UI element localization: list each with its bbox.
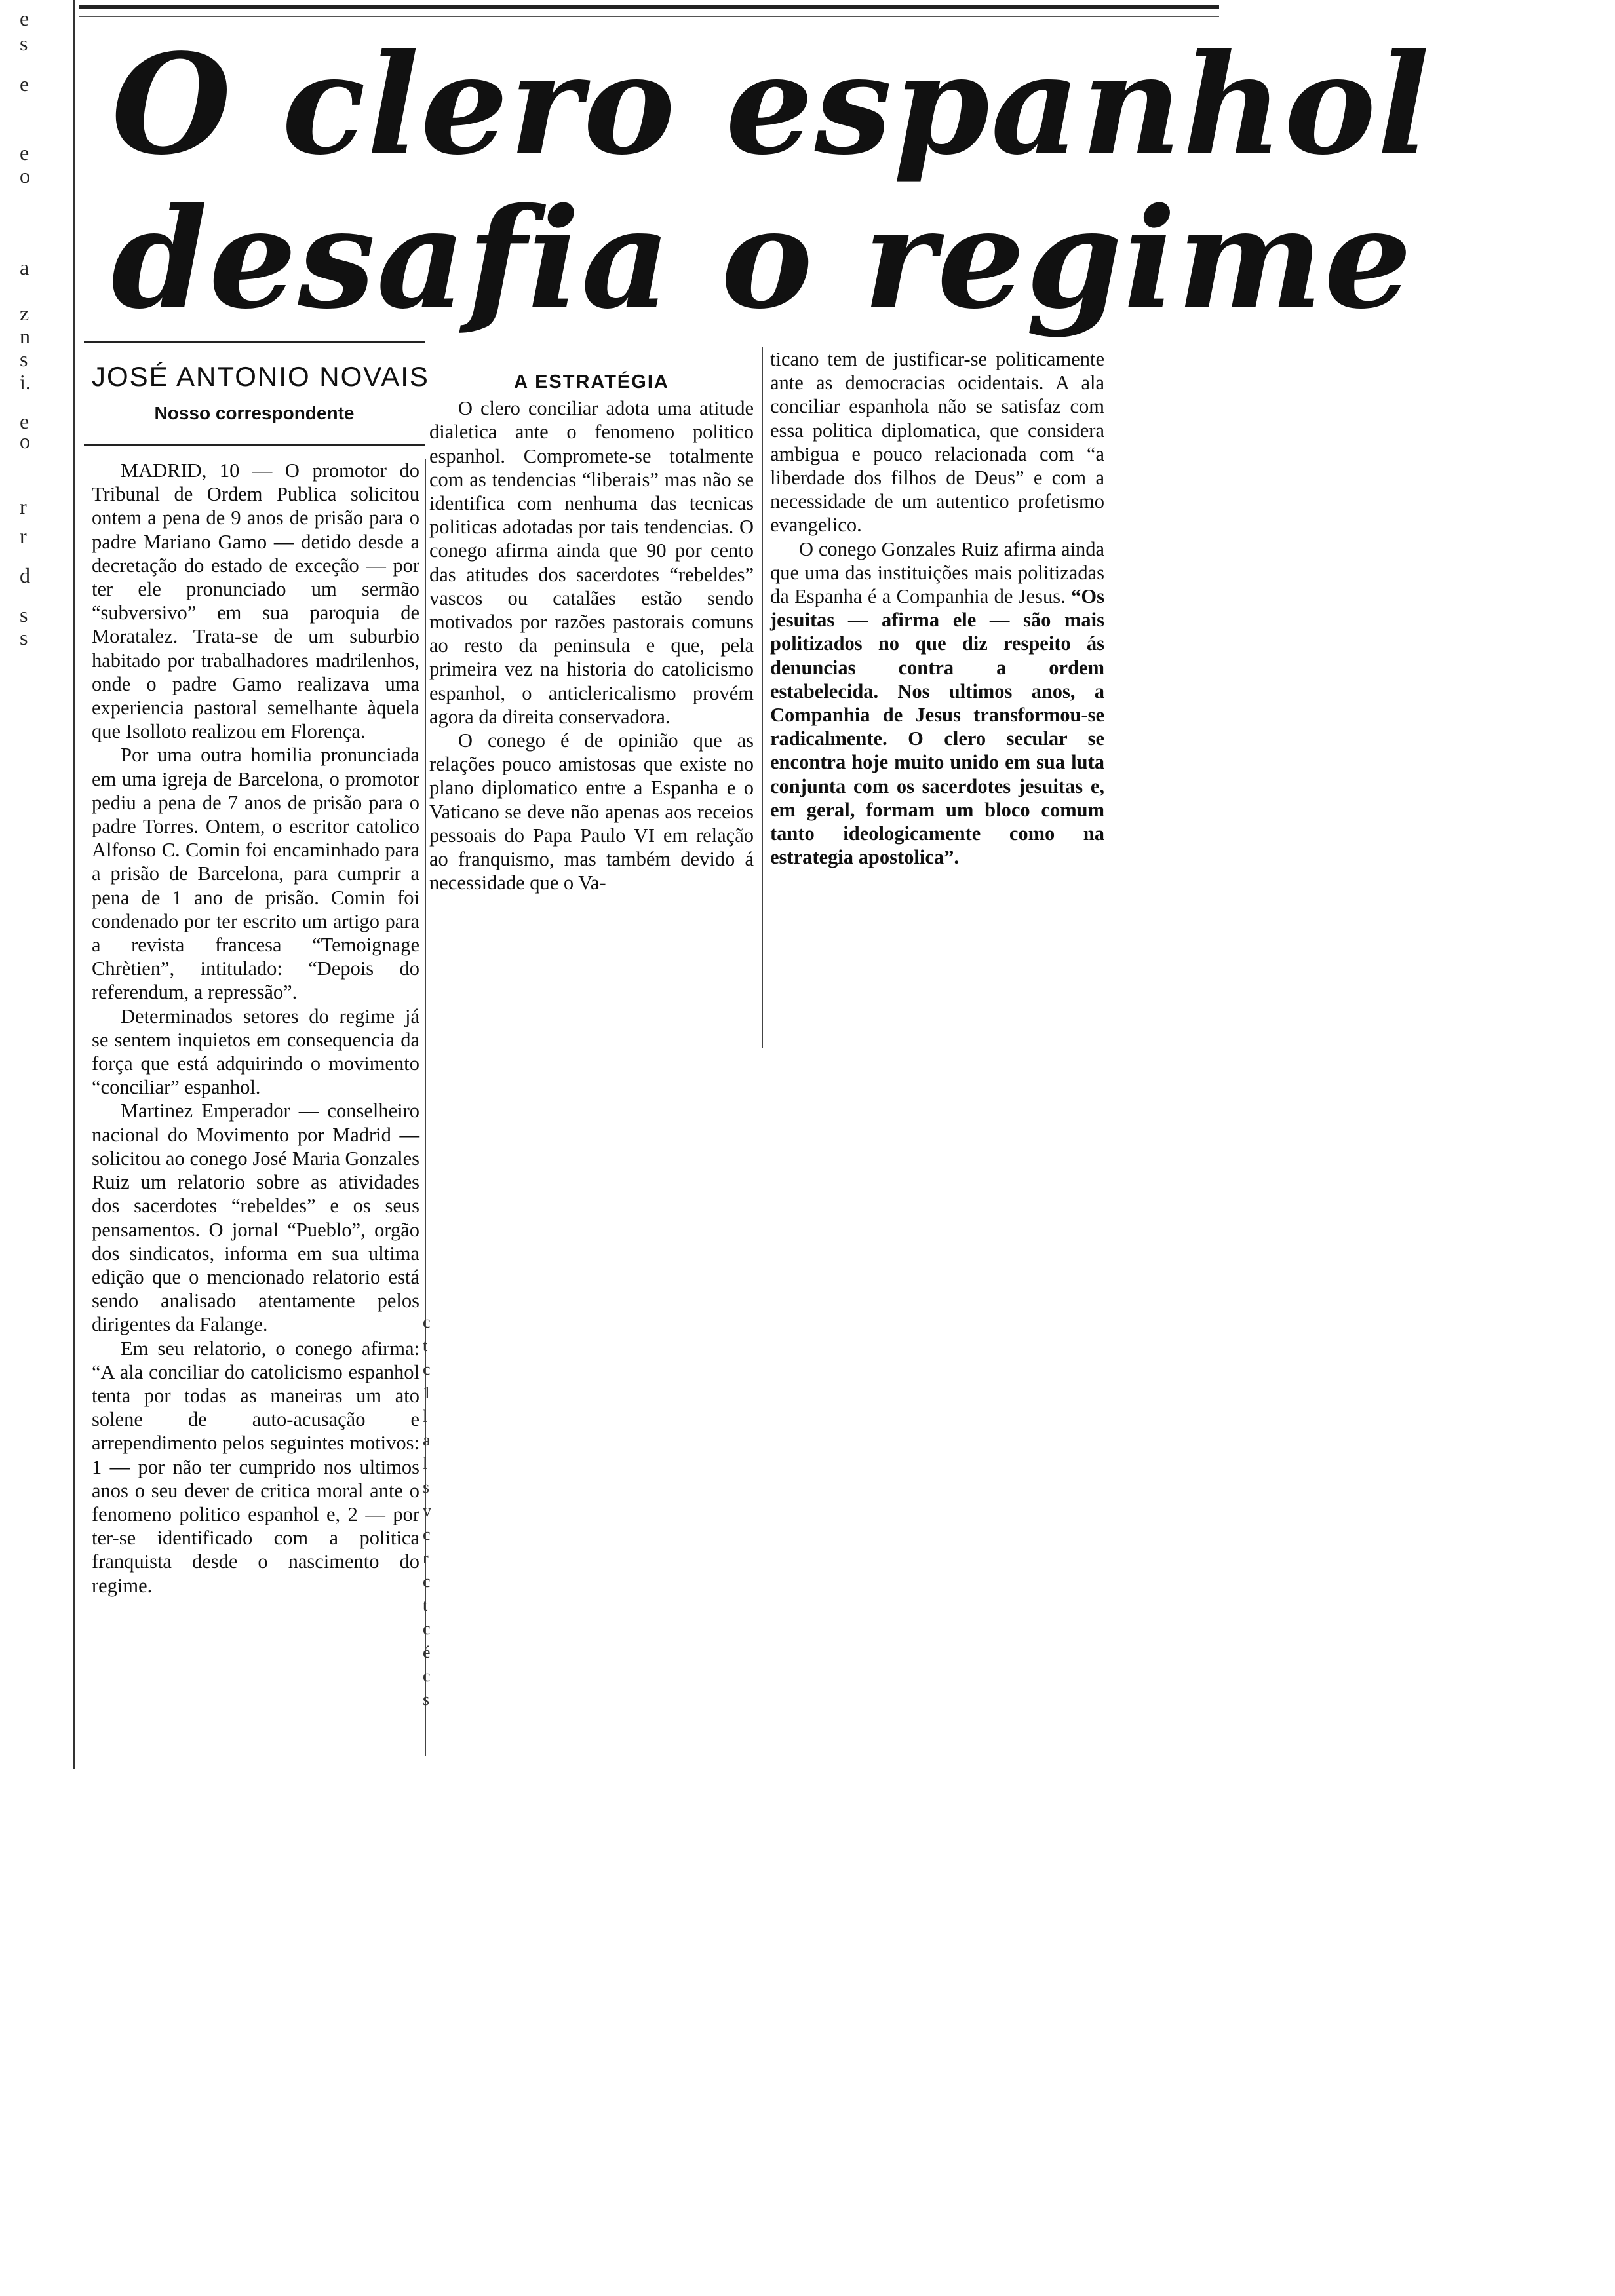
paragraph-text: O conego Gonzales Ruiz afirma ainda que uma das instituições mais politizadas da Espanha é a Companhia de Jesus. xyxy=(770,537,1104,608)
margin-fragment: s xyxy=(423,1478,430,1497)
margin-fragment: a xyxy=(20,256,29,279)
margin-fragment: l xyxy=(423,1407,428,1426)
column-rule-2 xyxy=(762,347,763,1048)
margin-fragment: s xyxy=(20,603,28,626)
margin-fragment: l xyxy=(423,1454,428,1473)
margin-fragment: c xyxy=(423,1312,431,1331)
article-column-2 xyxy=(429,370,754,894)
paragraph xyxy=(770,537,1104,870)
paragraph: Por uma outra homilia pronunciada em uma igreja de Barcelona, o promotor pediu a pena de 7 anos de prisão para o padre Torres. Ontem, o escritor catolico Alfonso C. Comin foi encaminhado para a prisão de Barcelona, para cumprir a pena de 1 ano de prisão. Comin foi condenado por ter escrito um artigo para a revista francesa “Temoignage Chrètien”, intitulado: “Depois do referendum, a repressão”. xyxy=(92,744,419,1004)
margin-fragment: n xyxy=(20,324,30,348)
margin-fragment: o xyxy=(20,429,30,453)
left-column-rule xyxy=(73,0,75,1769)
paragraph: O conego é de opinião que as relações pouco amistosas que existe no plano diplomatico entre a Espanha e o Vaticano se deve não apenas aos receios pessoais do Papa Paulo VI em relação ao franquismo, mas também devido á necessidade que o Va- xyxy=(429,729,754,894)
margin-fragment: z xyxy=(20,301,29,325)
paragraph: ticano tem de justificar-se politicamente ante as democracias ocidentais. A ala conciliar espanhola não se satisfaz com essa politica diplomatica, que considera ambigua e pouco relacionada com “a liberdade dos filhos de Deus” e com a necessidade de um autentico profetismo evangelico. xyxy=(770,348,1104,537)
margin-fragment: v xyxy=(423,1501,431,1520)
paragraph-bold-quote: “Os jesuitas — afirma ele — são mais politizados no que diz respeito ás denuncias contra a ordem estabelecida. Nos ultimos anos, a Companhia de Jesus transformou-se radicalmente. O clero secular se encontra hoje muito unido em sua luta conjunta com os sacerdotes jesuitas e, em geral, formam um bloco comum tanto ideologicamente como na estrategia apostolica”. xyxy=(770,585,1104,869)
margin-fragment: c xyxy=(423,1525,431,1544)
margin-fragment: c xyxy=(423,1572,431,1591)
margin-fragment: s xyxy=(423,1690,430,1709)
margin-fragment: a xyxy=(423,1430,431,1449)
margin-fragment: é xyxy=(423,1643,431,1662)
byline-name: JOSÉ ANTONIO NOVAIS xyxy=(92,361,429,392)
margin-fragment: r xyxy=(20,495,27,518)
article-column-3 xyxy=(770,347,1104,869)
article-column-1 xyxy=(92,459,419,1598)
headline-line-1: O clero espanhol xyxy=(111,24,1431,185)
margin-fragment: t xyxy=(423,1336,428,1355)
margin-fragment: s xyxy=(20,31,28,55)
margin-fragment: r xyxy=(20,524,27,548)
margin-fragment: t xyxy=(423,1596,428,1615)
margin-fragment: i. xyxy=(20,370,31,394)
margin-fragment: e xyxy=(20,410,29,433)
margin-fragment: e xyxy=(20,141,29,164)
top-rule xyxy=(79,5,1219,9)
margin-fragment: 1 xyxy=(423,1383,431,1402)
margin-fragment: s xyxy=(20,626,28,649)
left-margin-fragments xyxy=(0,0,62,1966)
margin-fragment: s xyxy=(20,347,28,371)
paragraph: Martinez Emperador — conselheiro nacional do Movimento por Madrid — solicitou ao conego José Maria Gonzales Ruiz um relatorio sobre as atividades dos sacerdotes “rebeldes” e os seus pensamentos. O jornal “Pueblo”, orgão dos sindicatos, informa em sua ultima edição que o mencionado relatorio está sendo analisado atentamente pelos dirigentes da Falange. xyxy=(92,1100,419,1336)
section-subhead: A ESTRATÉGIA xyxy=(514,372,669,392)
margin-fragment: e xyxy=(20,7,29,30)
margin-fragment: c xyxy=(423,1619,431,1638)
paragraph: O clero conciliar adota uma atitude dialetica ante o fenomeno politico espanhol. Compromete-se totalmente com as tendencias “liberais” mas não se identifica com nenhuma das tecnicas politicas adotadas por tais tendencias. O conego afirma ainda que 90 por cento das atitudes dos sacerdotes “rebeldes” vascos ou catalães estão sendo motivados por razões pastorais comuns ao resto da peninsula e que, pela primeira vez na historia do catolicismo espanhol, o anticlericalismo provém agora da direita conservadora. xyxy=(429,397,754,728)
top-rule-thin xyxy=(79,16,1219,17)
paragraph: Determinados setores do regime já se sentem inquietos em consequencia da força que está adquirindo o movimento “conciliar” espanhol. xyxy=(92,1004,419,1099)
margin-fragment: c xyxy=(423,1666,431,1685)
margin-fragment: c xyxy=(423,1360,431,1379)
paragraph: MADRID, 10 — O promotor do Tribunal de Ordem Publica solicitou ontem a pena de 9 anos de prisão para o padre Mariano Gamo — detido desde a decretação do estado de exceção — por ter ele pronunciado um sermão “subversivo” em sua paroquia de Moratalez. Trata-se de um suburbio habitado por trabalhadores madrilenhos, onde o padre Gamo realizava uma experiencia pastoral semelhante àquela que Isolloto realizou em Florença. xyxy=(92,459,419,743)
margin-fragment: e xyxy=(20,72,29,96)
byline-role: Nosso correspondente xyxy=(154,403,355,423)
margin-fragment: d xyxy=(20,564,30,587)
margin-fragment: r xyxy=(423,1548,429,1567)
byline-box xyxy=(84,341,429,446)
adjacent-column-fragments xyxy=(423,1311,442,1712)
margin-fragment: o xyxy=(20,164,30,187)
paragraph: Em seu relatorio, o conego afirma: “A ala conciliar do catolicismo espanhol tenta por todas as maneiras um ato solene de auto-acusação e arrependimento pelos seguintes motivos: 1 — por não ter cumprido nos ultimos anos o seu dever de critica moral ante o fenomeno politico espanhol e, 2 — por ter-se identificado com a politica franquista desde o nascimento do regime. xyxy=(92,1337,419,1597)
headline-line-2: desafia o regime xyxy=(111,178,1413,339)
